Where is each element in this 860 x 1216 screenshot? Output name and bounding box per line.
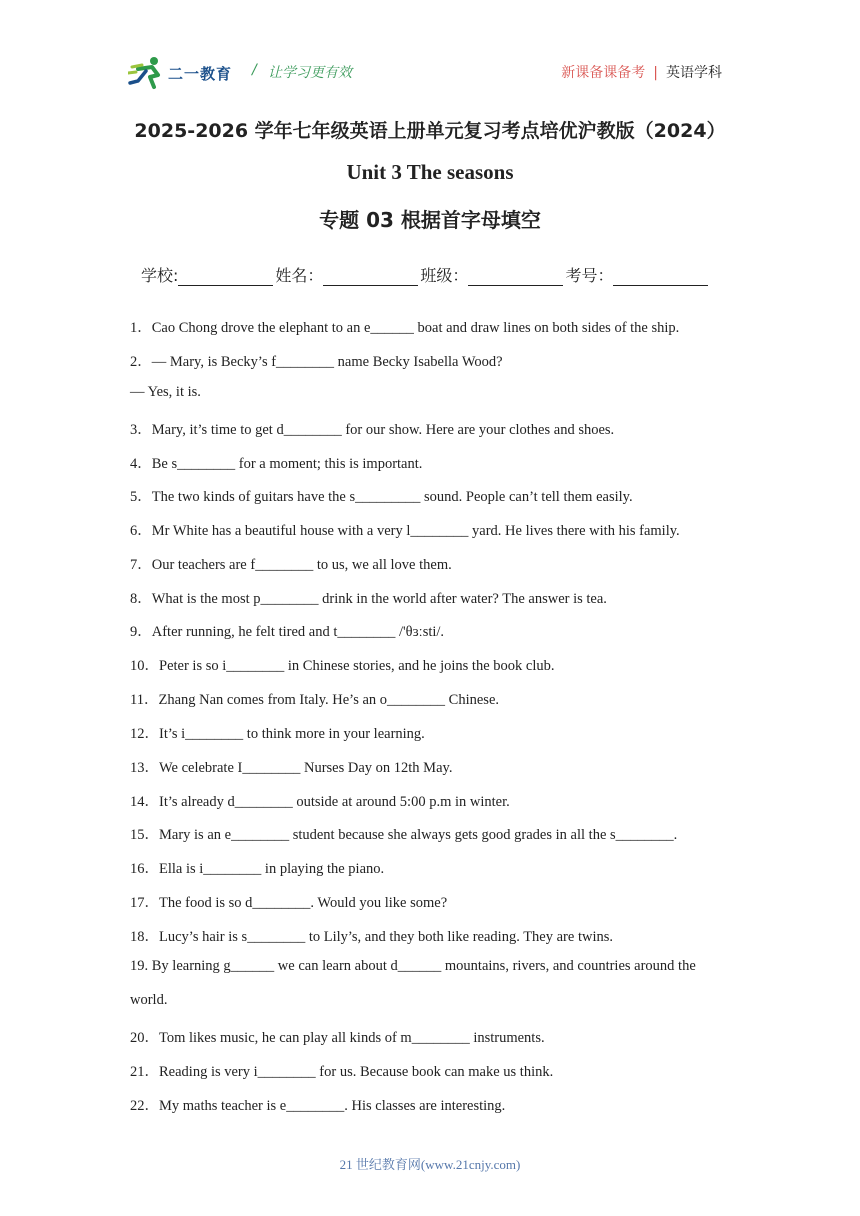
header-divider: | (653, 65, 658, 81)
header-course-label: 新课备课备考 (561, 65, 646, 81)
page-footer[interactable]: 21 世纪教育网(www.21cnjy.com) (339, 1157, 521, 1172)
question-20: 20．Tom likes music, he can play all kinds of m________ instruments. (130, 1030, 545, 1046)
question-10: 10．Peter is so i________ in Chinese stories, and he joins the book club. (130, 658, 555, 674)
class-field[interactable] (468, 267, 563, 286)
logo-text: 二一教育 (168, 65, 233, 83)
name-field[interactable] (323, 267, 418, 286)
student-info-row (141, 263, 710, 286)
school-label: 学校: (141, 266, 179, 285)
question-7: 7．Our teachers are f________ to us, we all love them. (130, 557, 452, 573)
question-11: 11．Zhang Nan comes from Italy. He’s an o________ Chinese. (130, 692, 499, 708)
question-2-answer: — Yes, it is. (130, 384, 201, 400)
question-13: 13．We celebrate I________ Nurses Day on 12th May. (130, 760, 453, 776)
question-19: 19. By learning g______ we can learn about d______ mountains, rivers, and countries around the (130, 958, 696, 974)
document-title: 2025-2026 学年七年级英语上册单元复习考点培优沪教版（2024） (134, 120, 726, 142)
class-label: 班级： (420, 266, 469, 285)
question-14: 14．It’s already d________ outside at around 5:00 p.m in winter. (130, 794, 510, 810)
slogan: 让学习更有效 (268, 65, 352, 81)
question-22: 22．My maths teacher is e________. His classes are interesting. (130, 1098, 506, 1114)
question-4: 4．Be s________ for a moment; this is important. (130, 456, 423, 472)
question-8: 8．What is the most p________ drink in the world after water? The answer is tea. (130, 591, 607, 607)
question-2: 2．— Mary, is Becky’s f________ name Becky Isabella Wood? (130, 354, 503, 370)
exam-number-label: 考号： (565, 266, 614, 285)
question-18: 18．Lucy’s hair is s________ to Lily’s, and they both like reading. They are twins. (130, 929, 613, 945)
logo (128, 55, 240, 91)
question-15: 15．Mary is an e________ student because she always gets good grades in all the s________. (130, 827, 678, 843)
name-label: 姓名： (275, 266, 324, 285)
question-3: 3．Mary, it’s time to get d________ for our show. Here are your clothes and shoes. (130, 422, 615, 438)
school-field[interactable] (178, 267, 273, 286)
question-12: 12．It’s i________ to think more in your learning. (130, 726, 425, 742)
page-header (0, 0, 860, 100)
question-6: 6．Mr White has a beautiful house with a very l________ yard. He lives there with his family. (130, 523, 680, 539)
unit-title: Unit 3 The seasons (346, 160, 514, 184)
question-17: 17．The food is so d________. Would you like some? (130, 895, 448, 911)
question-5: 5．The two kinds of guitars have the s_________ sound. People can’t tell them easily. (130, 489, 633, 505)
slogan-separator: / (252, 62, 257, 78)
question-16: 16．Ella is i________ in playing the piano. (130, 861, 385, 877)
question-21: 21．Reading is very i________ for us. Because book can make us think. (130, 1064, 554, 1080)
header-subject-label: 英语学科 (666, 65, 722, 81)
question-9: 9．After running, he felt tired and t________ /'θɜːsti/. (130, 624, 445, 640)
question-19-continued: world. (130, 992, 168, 1008)
header-subject (561, 62, 722, 82)
topic-title: 专题 03 根据首字母填空 (319, 208, 541, 232)
runner-logo-icon (128, 55, 168, 91)
exam-number-field[interactable] (613, 267, 708, 286)
question-1: 1．Cao Chong drove the elephant to an e______ boat and draw lines on both sides of the ship. (130, 320, 680, 336)
